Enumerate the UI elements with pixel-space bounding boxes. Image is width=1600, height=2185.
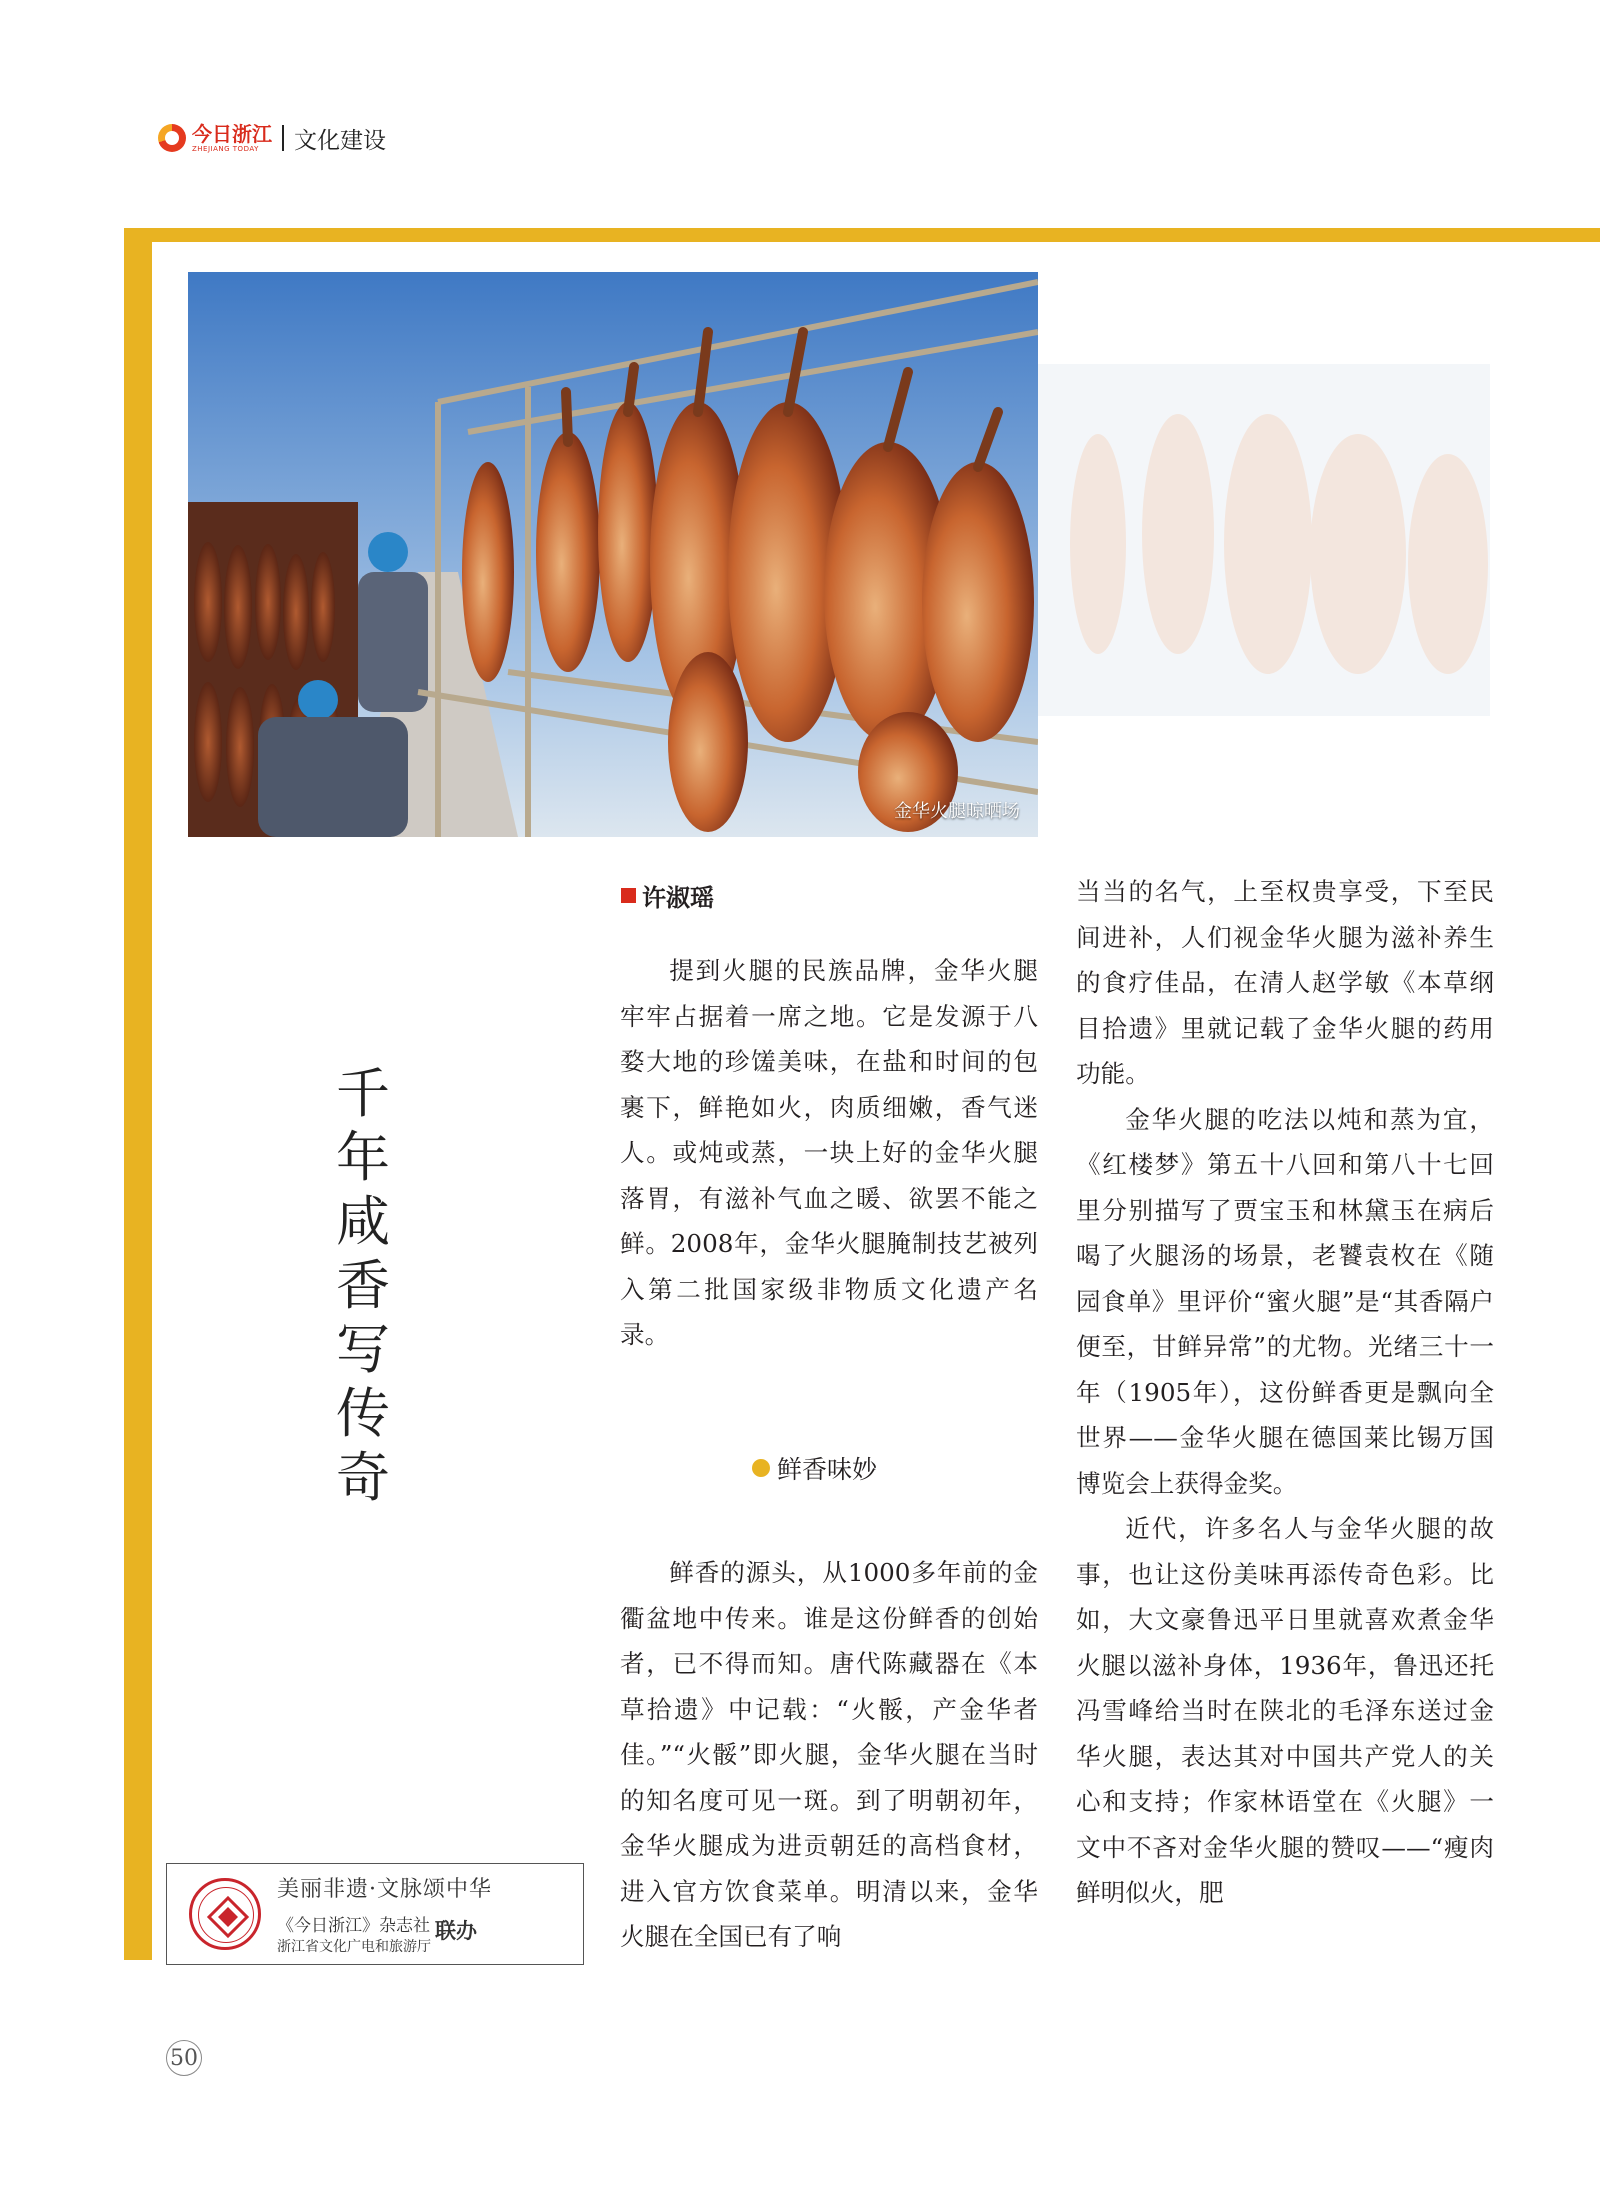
section-title: 文化建设 (294, 127, 386, 154)
brand-name-cn: 今日浙江 (192, 121, 272, 146)
page-number: 50 (166, 2040, 202, 2076)
joint-label: 联办 (435, 1917, 477, 1943)
gold-frame-top (124, 228, 1600, 242)
text-column-1-continued (620, 1550, 1038, 1960)
title-char: 咸 (336, 1190, 390, 1253)
magazine-brand (192, 121, 272, 153)
text-column-2 (1076, 869, 1494, 1916)
author-name: 许淑瑶 (642, 884, 714, 912)
paragraph: 提到火腿的民族品牌，金华火腿牢牢占据着一席之地。它是发源于八婺大地的珍馐美味，在盐和时间的包裹下，鲜艳如火，肉质细嫩，香气迷人。或炖或蒸，一块上好的金华火腿落胃，有滋补气血之暖、欲罢不能之鲜。2008年，金华火腿腌制技艺被列入第二批国家级非物质文化遗产名录。 (620, 956, 1038, 1349)
ham-drying-photo (188, 272, 1038, 837)
subheading-text: 鲜香味妙 (777, 1455, 878, 1484)
subheading (752, 1450, 877, 1486)
faded-photo-echo (1038, 364, 1490, 716)
red-square-marker (621, 888, 636, 903)
title-char: 写 (336, 1318, 390, 1381)
text-column-1 (620, 948, 1038, 1358)
header-divider (282, 125, 284, 151)
title-char: 香 (336, 1254, 390, 1317)
paragraph: 近代，许多名人与金华火腿的故事，也让这份美味再添传奇色彩。比如，大文豪鲁迅平日里就喜欢煮金华火腿以滋补身体，1936年，鲁迅还托冯雪峰给当时在陕北的毛泽东送过金华火腿，表达其对中国共产党人的关心和支持；作家林语堂在《火腿》一文中不吝对金华火腿的赞叹——“瘦肉鲜明似火，肥 (1076, 1514, 1494, 1907)
page-header (158, 118, 386, 158)
title-char: 传 (336, 1382, 390, 1445)
paragraph: 金华火腿的吃法以炖和蒸为宜，《红楼梦》第五十八回和第八十七回里分别描写了贾宝玉和林黛玉在病后喝了火腿汤的场景，老饕袁枚在《随园食单》里评价“蜜火腿”是“其香隔户便至，甘鲜异常”的尤物。光绪三十一年（1905年），这份鲜香更是飘向全世界——金华火腿在德国莱比锡万国博览会上获得金奖。 (1076, 1104, 1494, 1498)
photo-caption: 金华火腿晾晒场 (894, 801, 1020, 822)
ham-rack-illustration (188, 272, 1038, 837)
organizer-1: 《今日浙江》杂志社 (277, 1916, 430, 1936)
magazine-logo-icon (158, 124, 186, 152)
campaign-slogan: 美丽非遗·文脉颂中华 (277, 1877, 492, 1902)
organizer-2: 浙江省文化广电和旅游厅 (277, 1939, 431, 1955)
heritage-seal-icon (189, 1878, 261, 1950)
brand-name-en: ZHEJIANG TODAY (192, 144, 259, 153)
gold-frame-left (124, 228, 152, 1960)
title-char: 奇 (336, 1446, 390, 1509)
paragraph: 鲜香的源头，从1000多年前的金衢盆地中传来。谁是这份鲜香的创始者，已不得而知。唐代陈藏器在《本草拾遗》中记载：“火骽，产金华者佳。”“火骽”即火腿，金华火腿在当时的知名度可见一斑。到了明朝初年，金华火腿成为进贡朝廷的高档食材，进入官方饮食菜单。明清以来，金华火腿在全国已有了响 (620, 1558, 1038, 1951)
co-organizer-box (166, 1863, 584, 1965)
title-char: 年 (336, 1126, 390, 1189)
co-organizer-text (277, 1872, 492, 1956)
paragraph: 当当的名气，上至权贵享受，下至民间进补，人们视金华火腿为滋补养生的食疗佳品，在清人赵学敏《本草纲目拾遗》里就记载了金华火腿的药用功能。 (1076, 877, 1494, 1088)
gold-dot-marker (752, 1459, 770, 1477)
author-byline (621, 878, 714, 913)
title-char: 千 (336, 1062, 390, 1125)
article-title-vertical (318, 1062, 408, 1510)
